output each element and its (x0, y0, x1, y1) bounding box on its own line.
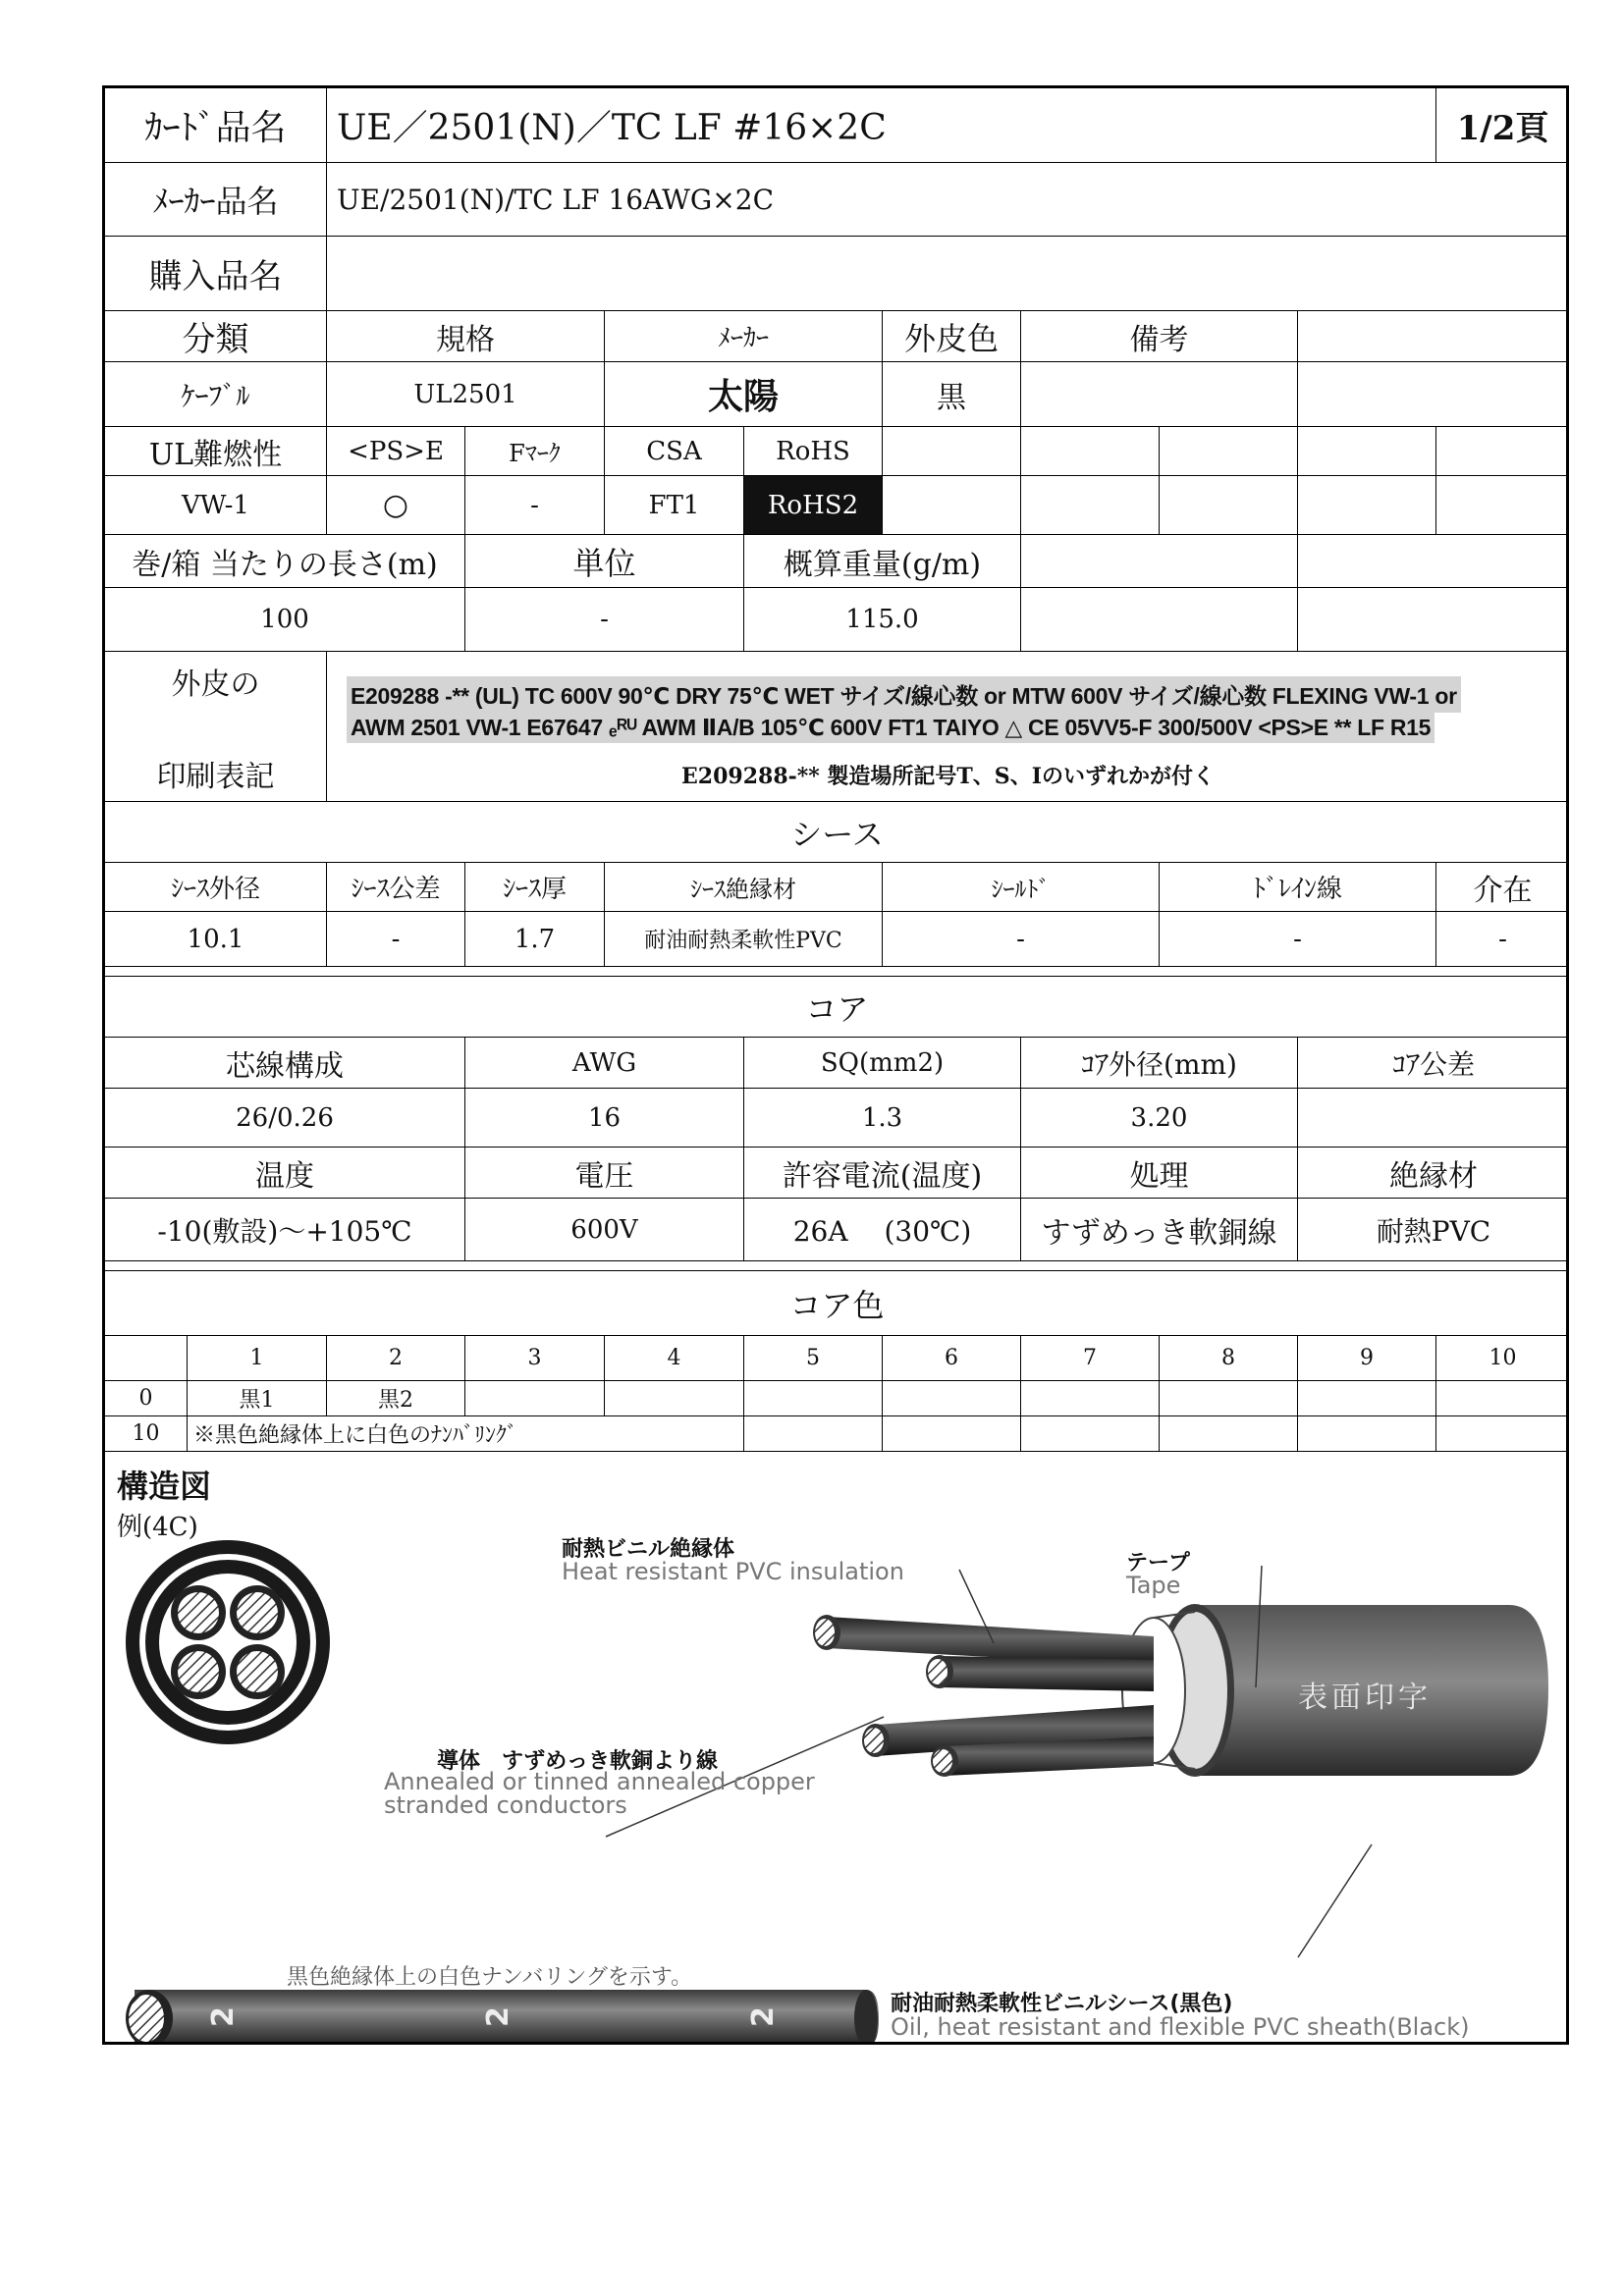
spec-sheet (102, 85, 1569, 2045)
sheath-insulation-header: ｼｰｽ絶縁材 (605, 863, 883, 912)
core-color-cell (605, 1381, 744, 1416)
filler-header: 介在 (1436, 863, 1569, 912)
core-color-cell (1298, 1416, 1436, 1452)
sheath-tolerance-value: - (327, 912, 465, 967)
core-color-cell: 黒2 (327, 1381, 465, 1416)
length-blank-header (1298, 535, 1569, 588)
weight-value: 115.0 (744, 588, 1021, 652)
core-color-cell (1160, 1381, 1298, 1416)
flame-blank-header (1298, 427, 1436, 476)
core-color-cell (744, 1381, 883, 1416)
standard-value: UL2501 (327, 362, 605, 427)
core-color-cell (1160, 1416, 1298, 1452)
ampacity-header: 許容電流(温度) (744, 1148, 1021, 1199)
core-color-title: コア色 (105, 1271, 1569, 1336)
core-color-cell (1021, 1416, 1160, 1452)
weight-header: 概算重量(g/m) (744, 535, 1021, 588)
ul-flame-header: UL難燃性 (105, 427, 327, 476)
printing-note: E209288-** 製造場所記号T、S、Iのいずれかが付く (681, 764, 1215, 789)
core-color-row-label: 10 (105, 1416, 188, 1452)
conductor-label-en-1: Annealed or tinned annealed copper (384, 1768, 815, 1795)
core-color-cell (883, 1416, 1021, 1452)
sheath-label-ja: 耐油耐熱柔軟性ビニルシース(黒色) (891, 1992, 1233, 2016)
numbering-note: 黒色絶縁体上の白色ナンバリングを示す。 (287, 1965, 693, 1990)
remarks-header: 備考 (1021, 311, 1298, 362)
core-color-col: 4 (605, 1336, 744, 1381)
sheath-label-en: Oil, heat resistant and flexible PVC sheath(Black) (891, 2013, 1470, 2041)
structure-example: 例(4C) (117, 1513, 198, 1542)
maker-name-label: ﾒｰｶｰ品名 (105, 163, 327, 237)
core-color-numbering-note: ※黒色絶縁体上に白色のﾅﾝﾊﾞﾘﾝｸﾞ (188, 1416, 744, 1452)
standard-header: 規格 (327, 311, 605, 362)
core-color-cell (465, 1381, 605, 1416)
f-mark-header: Fﾏｰｸ (465, 427, 605, 476)
core-color-cell (1021, 1381, 1160, 1416)
cable-drawing (105, 1452, 1569, 2042)
unit-header: 単位 (465, 535, 744, 588)
printing-label-bottom: 印刷表記 (156, 760, 275, 794)
flame-blank-value (883, 476, 1021, 535)
flame-blank-header (883, 427, 1021, 476)
treatment-header: 処理 (1021, 1148, 1298, 1199)
core-color-col: 7 (1021, 1336, 1160, 1381)
csa-header: CSA (605, 427, 744, 476)
sheath-thickness-header: ｼｰｽ厚 (465, 863, 605, 912)
core-color-col: 5 (744, 1336, 883, 1381)
printing-label (105, 652, 327, 802)
insulation-value: 耐熱PVC (1298, 1199, 1569, 1261)
shield-value: - (883, 912, 1160, 967)
printing-label-top: 外皮の (171, 667, 260, 702)
insulation-header: 絶縁材 (1298, 1148, 1569, 1199)
f-mark-value: - (465, 476, 605, 535)
core-color-cell (883, 1381, 1021, 1416)
core-color-col: 8 (1160, 1336, 1298, 1381)
surface-print-label: 表面印字 (1298, 1681, 1432, 1715)
awg-header: AWG (465, 1038, 744, 1089)
sq-header: SQ(mm2) (744, 1038, 1021, 1089)
printing-line-1: E209288 -** (UL) TC 600V 90℃ DRY 75℃ WET サイズ/線心数 or MTW 600V サイズ/線心数 FLEXING VW-1 or (347, 676, 1461, 713)
cross-section-icon (126, 1540, 330, 1744)
blank-header (1298, 311, 1569, 362)
conductor-construction-header: 芯線構成 (105, 1038, 465, 1089)
conductor-label-ja: 導体 すずめっき軟銅より線 (437, 1749, 719, 1774)
conductor-construction-value: 26/0.26 (105, 1089, 465, 1148)
length-blank-header (1021, 535, 1298, 588)
core-od-value: 3.20 (1021, 1089, 1298, 1148)
temperature-header: 温度 (105, 1148, 465, 1199)
ampacity-value: 26A (30℃) (744, 1199, 1021, 1261)
insulation-label-ja: 耐熱ビニル絶縁体 (562, 1537, 735, 1562)
shield-header: ｼｰﾙﾄﾞ (883, 863, 1160, 912)
sheath-insulation-value: 耐油耐熱柔軟性PVC (605, 912, 883, 967)
tape-label-ja: テープ (1126, 1551, 1190, 1575)
core-od-header: ｺｱ外径(mm) (1021, 1038, 1298, 1089)
remarks-value (1021, 362, 1298, 427)
sheath-od-value: 10.1 (105, 912, 327, 967)
length-blank-value (1298, 588, 1569, 652)
classification-header: 分類 (105, 311, 327, 362)
awg-value: 16 (465, 1089, 744, 1148)
printing-line-2: AWM 2501 VW-1 E67647 ₑᴿᵁ AWM ⅡA/B 105℃ 600V FT1 TAIYO △ CE 05VV5-F 300/500V <PS>E ** LF R15 (347, 713, 1435, 743)
printing-content (327, 652, 1569, 802)
flame-blank-header (1160, 427, 1298, 476)
core-tolerance-value (1298, 1089, 1569, 1148)
core-color-col: 6 (883, 1336, 1021, 1381)
outer-color-header: 外皮色 (883, 311, 1021, 362)
core-number-mark: 2 (480, 2006, 515, 2027)
maker-value: 太陽 (605, 362, 883, 427)
insulation-label-en: Heat resistant PVC insulation (562, 1558, 904, 1585)
flame-blank-value (1436, 476, 1569, 535)
length-per-reel-header: 巻/箱 当たりの長さ(m) (105, 535, 465, 588)
filler-value: - (1436, 912, 1569, 967)
core-color-col: 2 (327, 1336, 465, 1381)
sheath-thickness-value: 1.7 (465, 912, 605, 967)
sheath-title: シース (105, 802, 1569, 863)
flame-blank-value (1021, 476, 1160, 535)
rohs-header: RoHS (744, 427, 883, 476)
flame-blank-header (1436, 427, 1569, 476)
purchase-name-label: 購入品名 (105, 237, 327, 311)
voltage-value: 600V (465, 1199, 744, 1261)
sheath-tolerance-header: ｼｰｽ公差 (327, 863, 465, 912)
core-color-col: 3 (465, 1336, 605, 1381)
section-divider (105, 967, 1569, 977)
core-color-corner (105, 1336, 188, 1381)
purchase-name-value (327, 237, 1569, 311)
sq-value: 1.3 (744, 1089, 1021, 1148)
core-color-cell (744, 1416, 883, 1452)
drain-wire-header: ﾄﾞﾚｲﾝ線 (1160, 863, 1436, 912)
core-color-col: 1 (188, 1336, 327, 1381)
outer-color-value: 黒 (883, 362, 1021, 427)
length-per-reel-value: 100 (105, 588, 465, 652)
flame-blank-header (1021, 427, 1160, 476)
classification-value: ｹｰﾌﾞﾙ (105, 362, 327, 427)
maker-header: ﾒｰｶｰ (605, 311, 883, 362)
core-color-cell (1436, 1416, 1569, 1452)
tape-label-en: Tape (1126, 1572, 1181, 1599)
core-color-cell (1436, 1381, 1569, 1416)
structure-title: 構造図 (117, 1468, 212, 1505)
voltage-header: 電圧 (465, 1148, 744, 1199)
core-color-col: 9 (1298, 1336, 1436, 1381)
core-number-mark: 2 (745, 2006, 781, 2027)
core-color-col: 10 (1436, 1336, 1569, 1381)
core-color-row-label: 0 (105, 1381, 188, 1416)
csa-value: FT1 (605, 476, 744, 535)
unit-value: - (465, 588, 744, 652)
length-blank-value (1021, 588, 1298, 652)
flame-blank-value (1160, 476, 1298, 535)
flame-blank-value (1298, 476, 1436, 535)
section-divider (105, 1261, 1569, 1271)
temperature-value: -10(敷設)～+105℃ (105, 1199, 465, 1261)
core-number-mark: 2 (205, 2006, 241, 2027)
page-number: 1/2頁 (1436, 88, 1569, 163)
pse-value: ○ (327, 476, 465, 535)
core-title: コア (105, 977, 1569, 1038)
treatment-value: すずめっき軟銅線 (1021, 1199, 1298, 1261)
sheath-od-header: ｼｰｽ外径 (105, 863, 327, 912)
core-tolerance-header: ｺｱ公差 (1298, 1038, 1569, 1089)
blank-value (1298, 362, 1569, 427)
card-name-label: ｶｰﾄﾞ品名 (105, 88, 327, 163)
pse-header: <PS>E (327, 427, 465, 476)
rohs-value: RoHS2 (744, 476, 883, 535)
conductor-label-en-2: stranded conductors (384, 1791, 627, 1819)
core-color-cell (1298, 1381, 1436, 1416)
drain-wire-value: - (1160, 912, 1436, 967)
maker-name-value: UE/2501(N)/TC LF 16AWG×2C (327, 163, 1569, 237)
ul-flame-value: VW-1 (105, 476, 327, 535)
card-name-value: UE／2501(N)／TC LF #16×2C (327, 88, 1436, 163)
structure-diagram (105, 1452, 1569, 2042)
core-color-cell: 黒1 (188, 1381, 327, 1416)
cable-cutaway-icon (813, 1604, 1548, 1777)
